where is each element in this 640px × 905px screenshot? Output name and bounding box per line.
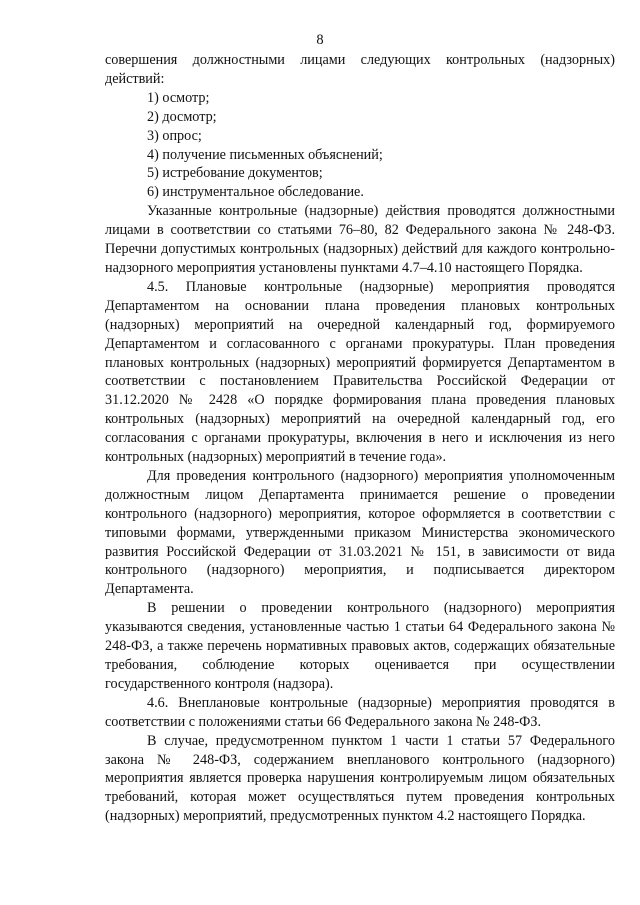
list-item: 5) истребование документов; <box>147 165 323 182</box>
list-item: 6) инструментальное обследование. <box>147 184 364 201</box>
paragraph-actions-reference: Указанные контрольные (надзорные) действия проводятся должностными лицами в соответствии со статьями 76–80, 82 Федерального закона № 248-ФЗ. Перечни допустимых контрольных (надзорных) действий для каждого контрольно-надзорного мероприятия установлены пунктами 4.7–4.10 настоящего Порядка. <box>105 203 615 276</box>
paragraph-4-5: 4.5. Плановые контрольные (надзорные) мероприятия проводятся Департаментом на основании плана проведения плановых контрольных (надзорных) мероприятий на очередной календарный год, формируемого Департаментом и согласованного с органами прокуратуры. План проведения плановых контрольных (надзорных) мероприятий формируется Департаментом в соответствии с постановлением Правительства Российской Федерации от 31.12.2020 № 2428 «О порядке формирования плана проведения плановых контрольных (надзорных) мероприятий на очередной календарный год, его согласования с органами прокуратуры, включения в него и исключения из него контрольных (надзорных) мероприятий в течение года». <box>105 278 615 466</box>
list-item: 2) досмотр; <box>147 108 217 125</box>
paragraph-decision-content: В решении о проведении контрольного (надзорного) мероприятия указываются сведения, установленные частью 1 статьи 64 Федерального закона № 248-ФЗ, а также перечень нормативных правовых актов, содержащих обязательные требования, соблюдение которых оценивается при осуществлении государственного контроля (надзора). <box>105 600 615 692</box>
paragraph-decision: Для проведения контрольного (надзорного) мероприятия уполномоченным должностным лицом Департамента принимается решение о проведении контрольного (надзорного) мероприятия, которое оформляется в соответствии с типовыми формами, утвержденными приказом Министерства экономического развития Российской Федерации от 31.03.2021 № 151, в зависимости от вида контрольного (надзорного) мероприятия, и подписывается директором Департамента. <box>105 467 615 598</box>
list-item: 3) опрос; <box>147 127 202 144</box>
list-item: 4) получение письменных объяснений; <box>147 146 383 163</box>
page-number: 8 <box>316 32 324 48</box>
paragraph-intro: совершения должностными лицами следующих контрольных (надзорных) действий: <box>105 52 615 87</box>
document-body <box>105 51 615 826</box>
paragraph-4-6: 4.6. Внеплановые контрольные (надзорные) мероприятия проводятся в соответствии с положениями статьи 66 Федерального закона № 248-ФЗ. <box>105 694 615 730</box>
paragraph-unscheduled-case: В случае, предусмотренном пунктом 1 части 1 статьи 57 Федерального закона № 248-ФЗ, содержанием внепланового контрольного (надзорного) мероприятия является проверка нарушения контролируемым лицом обязательных требований, которая может осуществляться путем проведения контрольных (надзорных) мероприятий, предусмотренных пунктом 4.2 настоящего Порядка. <box>105 732 615 825</box>
list-item: 1) осмотр; <box>147 89 210 106</box>
